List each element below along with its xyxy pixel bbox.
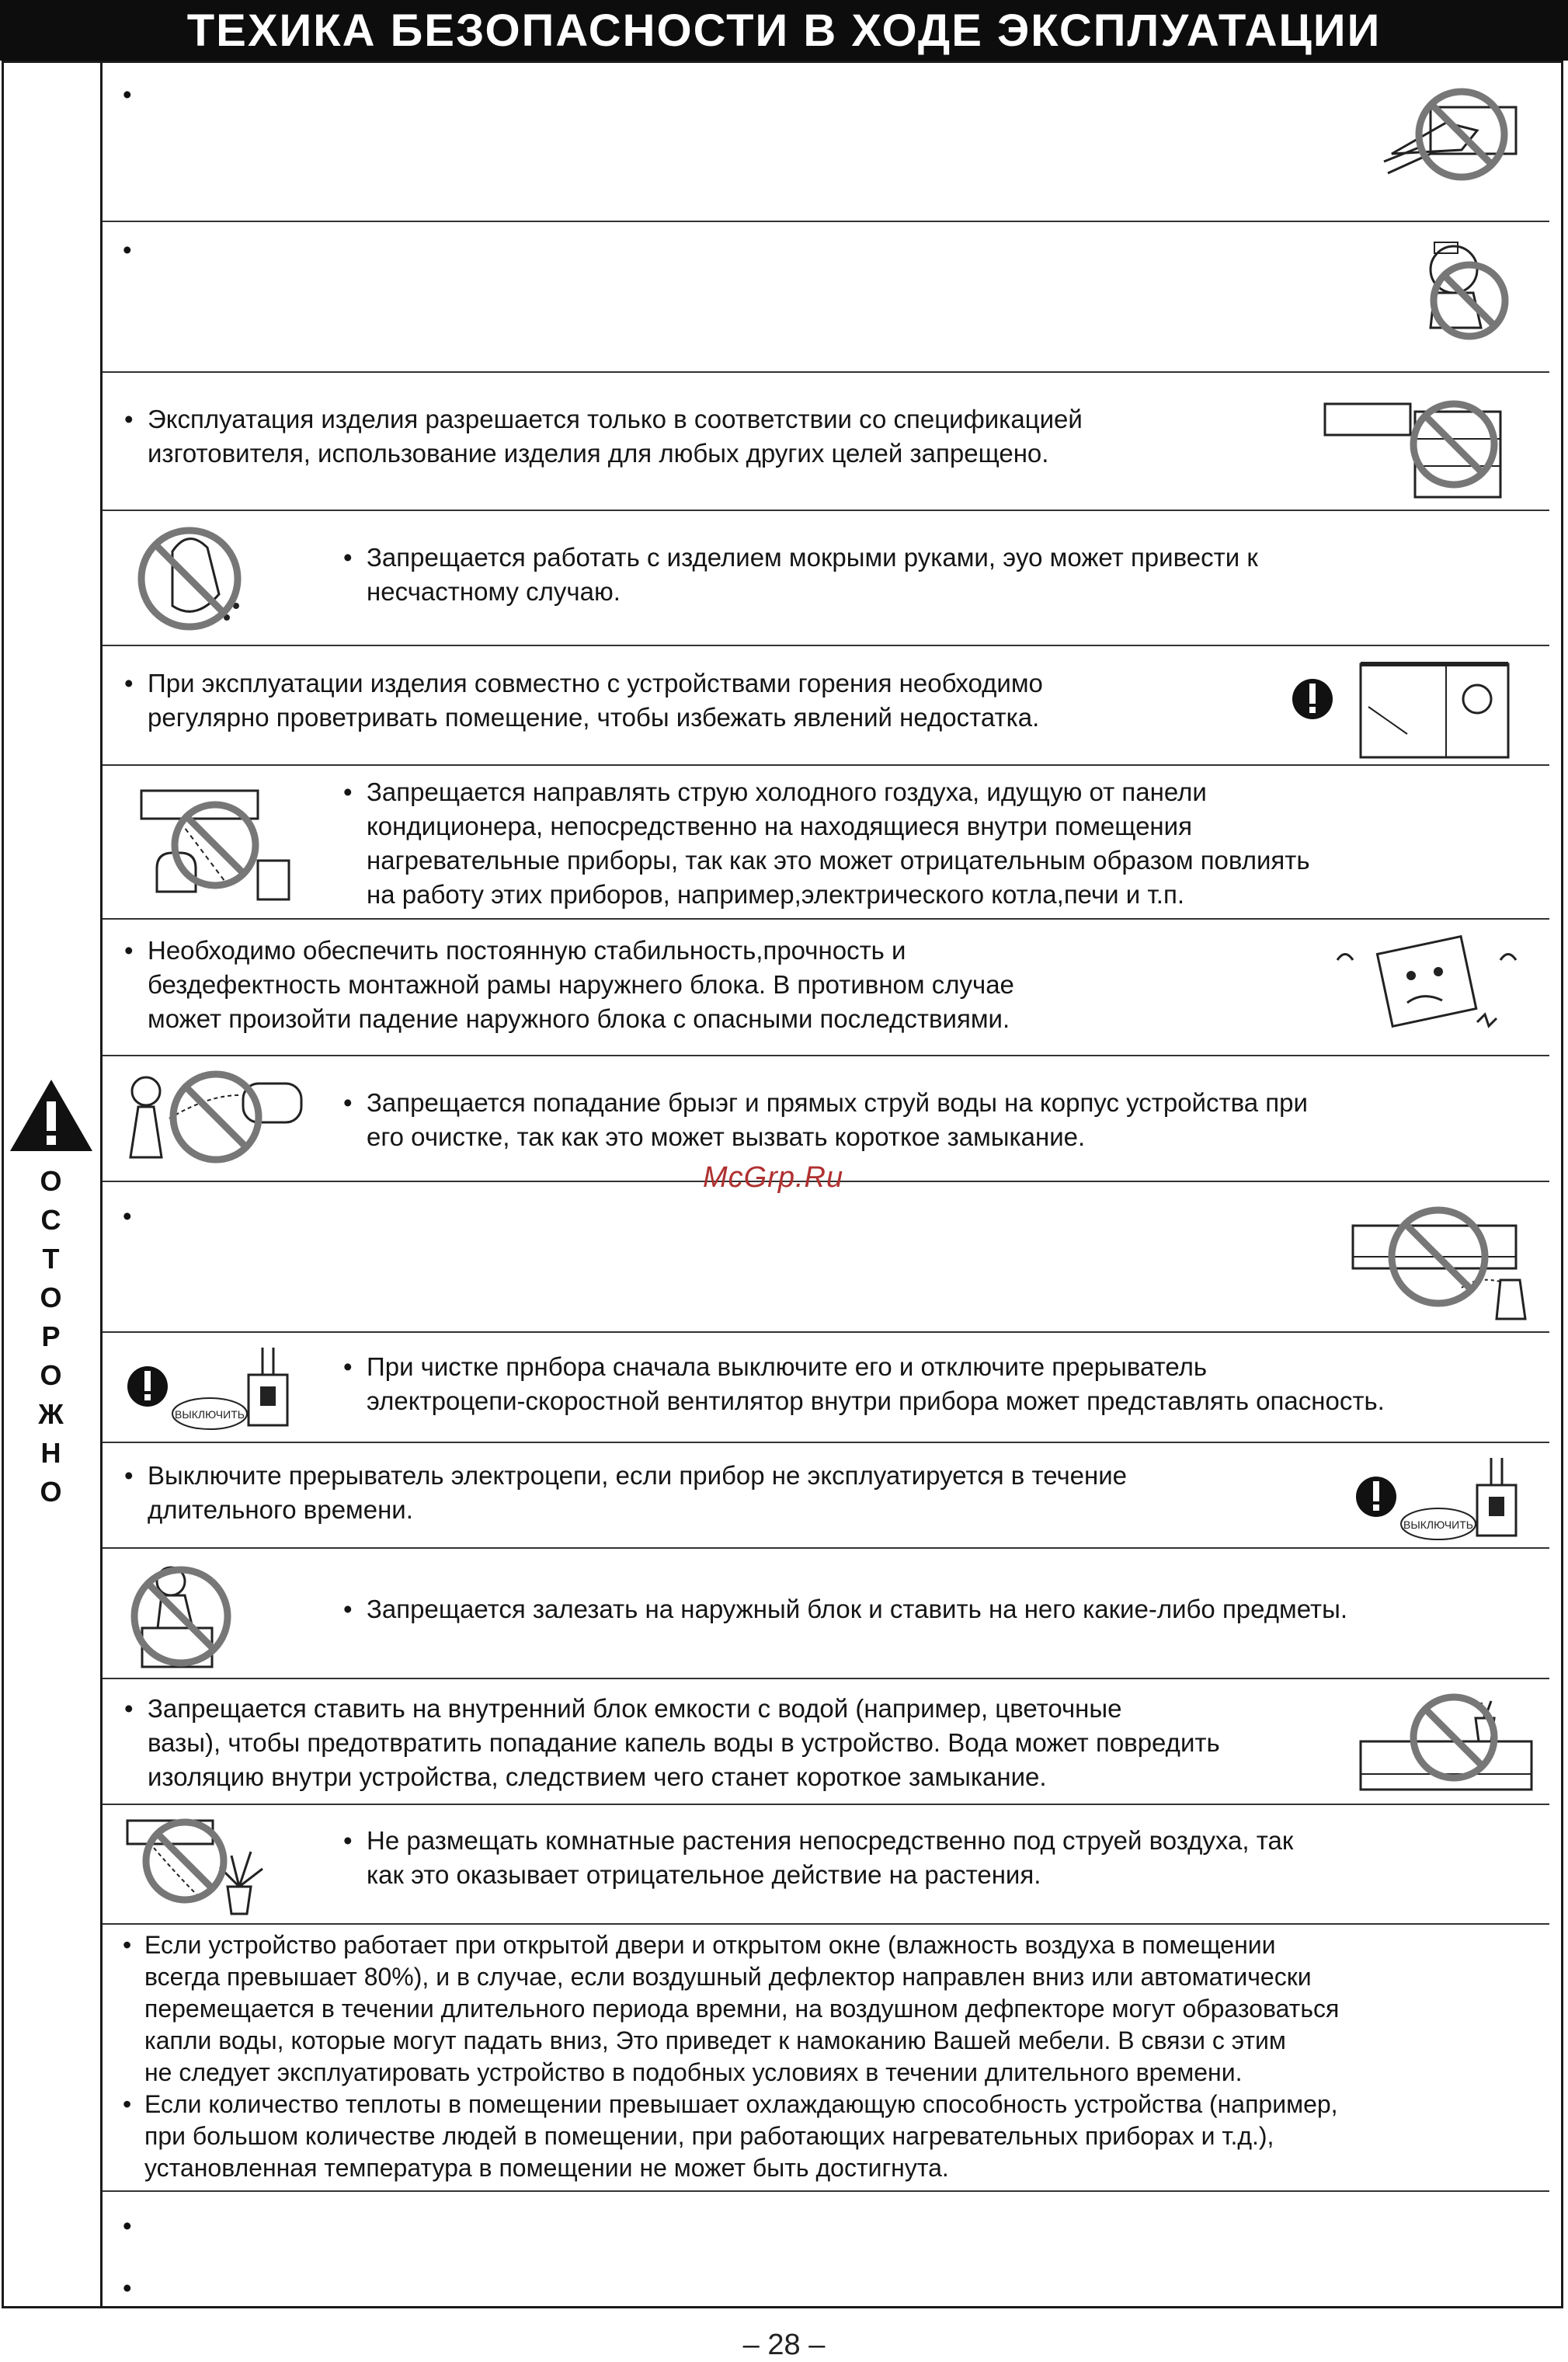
bullet: • [123, 1202, 132, 1230]
text-line: Запрещается ставить на внутренний блок емкости с водой (например, цветочные [148, 1694, 1122, 1723]
text-line: регулярно проветривать помещение, чтобы избежать явлений недостатка. [148, 703, 1040, 732]
text-line: Выключите прерыватель электроцепи, если прибор не эксплуатируется в течение [148, 1461, 1128, 1490]
bullet: • [124, 405, 134, 433]
text-line: всегда превышает 80%), и в случае, если воздушный дефлектор направлен вниз или автоматически [144, 1963, 1312, 1991]
warning-column [2, 61, 103, 2308]
watermark: McGrp.Ru [703, 1161, 844, 1194]
bullet: • [124, 1694, 134, 1723]
safety-item-14 [103, 1805, 1549, 1925]
text-line: Запрещается работать с изделием мокрыми руками, эуо может привести к [367, 543, 1258, 572]
bullet: • [124, 936, 134, 965]
safety-item-4 [103, 511, 1549, 646]
text-line: Эксплуатация изделия разрешается только в соответствии со спецификацией [148, 405, 1083, 433]
item-text [124, 934, 1235, 1036]
caution-letter: О [40, 1282, 62, 1313]
bullet: • [343, 1352, 353, 1381]
text-line: Запрещается направлять струю холодного гоздуха, идущую от панели [367, 777, 1207, 806]
text-line: его очистке, так как это может вызвать короткое замыкание. [367, 1122, 1086, 1151]
no-wet-hands-icon [134, 520, 250, 637]
text-line: Необходимо обеспечить постоянную стабильность,прочность и [148, 936, 906, 965]
safety-item-5 [103, 646, 1549, 766]
text-line: При эксплуатации изделия совместно с устройствами горения необходимо [148, 669, 1043, 697]
text-line: как это оказывает отрицательное действие на растения. [367, 1860, 1041, 1889]
no-touch-unit-icon [1376, 76, 1531, 200]
text-line: бездефектность монтажной рамы наружнего блока. В противном случае [148, 970, 1014, 999]
text-line: не следует эксплуатировать устройство в подобных условиях в течении длительного времени. [144, 2058, 1243, 2086]
ventilate-room-icon [1291, 652, 1524, 761]
page-title: ТЕХИКА БЕЗОПАСНОСТИ В ХОДЕ ЭКСПЛУАТАЦИИ [0, 0, 1568, 61]
caution-letter: О [40, 1165, 62, 1197]
falling-unit-icon [1330, 929, 1531, 1053]
text-line: Не размещать комнатные растения непосредственно под струей воздуха, так [367, 1826, 1294, 1855]
switch-off-breaker-icon [124, 1344, 311, 1437]
bullet: • [123, 1931, 132, 1959]
text-line: может произойти падение наружного блока с опасными последствиями. [148, 1004, 1010, 1033]
caution-letter: Н [40, 1437, 61, 1469]
text-line: несчастному случаю. [367, 577, 621, 606]
no-vase-on-unit-icon [1353, 1687, 1539, 1804]
breaker-label: ВЫКЛЮЧИТЬ [1403, 1518, 1473, 1531]
item-text [124, 666, 1235, 735]
safety-item-11 [103, 1443, 1549, 1549]
switch-off-breaker-icon [1353, 1454, 1539, 1547]
no-other-use-icon [1322, 388, 1516, 501]
caution-letter: Ж [38, 1398, 64, 1430]
no-climbing-icon [123, 1558, 247, 1675]
warning-triangle-icon [9, 1078, 94, 1153]
text-line: перемещается в течении длительного периода времни, на воздушном дефпекторе могут образоваться [144, 1995, 1340, 2023]
text-line: Запрещается залезать на наружный блок и ставить на него какие-либо предметы. [367, 1595, 1347, 1623]
text-line: электроцепи-скоростной вентилятор внутри прибора может представлять опасность. [367, 1386, 1385, 1415]
no-air-on-heater-icon [134, 775, 304, 907]
bullet: • [343, 543, 353, 572]
item-text [123, 2089, 1535, 2184]
no-plant-under-air-icon [123, 1813, 294, 1918]
caution-letter: Т [42, 1243, 60, 1275]
text-line: Если устройство работает при открытой двери и открытом окне (влажность воздуха в помещении [144, 1931, 1276, 1959]
bullet: • [343, 1088, 353, 1117]
text-line: Запрещается попадание брыэг и прямых струй воды на корпус устройства при [367, 1088, 1308, 1117]
item-text [343, 1086, 1531, 1154]
caution-block [2, 1078, 100, 1511]
safety-item-10 [103, 1333, 1549, 1443]
bullet: • [343, 1826, 353, 1855]
text-line: длительного времени. [148, 1495, 413, 1524]
bullet: • [123, 2090, 132, 2118]
text-line: нагревательные приборы, так как это может отрицательным образом повлиять [367, 846, 1310, 875]
item-text [343, 1350, 1547, 1418]
item-text [124, 1459, 1344, 1527]
item-text [124, 402, 1235, 471]
text-line: Если количество теплоты в помещении превышает охлаждающую способность устройства (например, [144, 2090, 1338, 2118]
caution-vertical-label [38, 1162, 64, 1511]
text-line: установленная температура в помещении не может быть достигнута. [144, 2154, 949, 2182]
safety-item-15 [103, 1925, 1549, 2192]
text-line: вазы), чтобы предотвратить попадание капель воды в устройство. Вода может повредить [148, 1728, 1220, 1757]
bullet: • [123, 2211, 132, 2240]
text-line: капли воды, которые могут падать вниз, Это приведет к намоканию Вашей мебели. В связи с этим [144, 2026, 1286, 2054]
safety-item-13 [103, 1679, 1549, 1805]
page-number: – 28 – [742, 2329, 826, 2361]
bullet: • [124, 669, 134, 697]
bullet: • [343, 1595, 353, 1623]
safety-item-7 [103, 920, 1549, 1056]
item-text [343, 1592, 1531, 1626]
item-text [123, 1929, 1535, 2089]
breaker-label: ВЫКЛЮЧИТЬ [175, 1408, 245, 1421]
text-line: кондиционера, непосредственно на находящиеся внутри помещения [367, 812, 1192, 840]
no-spray-cleaner-icon [1345, 1195, 1547, 1327]
safety-item-9 [103, 1182, 1549, 1333]
bullet: • [123, 2273, 132, 2302]
item-text [343, 541, 1516, 609]
item-text [343, 775, 1531, 912]
text-line: изоляцию внутри устройства, следствием чего станет короткое замыкание. [148, 1762, 1047, 1791]
bullet: • [124, 1461, 134, 1490]
safety-item-2 [103, 222, 1549, 373]
safety-item-6 [103, 766, 1549, 920]
text-line: изготовителя, использование изделия для любых других целей запрещено. [148, 439, 1049, 468]
text-line: на работу этих приборов, например,электрического котла,печи и т.п. [367, 880, 1185, 909]
bullet: • [123, 235, 132, 264]
bullet: • [343, 777, 353, 806]
safety-item-3 [103, 373, 1549, 511]
bullet: • [123, 80, 132, 109]
text-line: при большом количестве людей в помещении, при работающих нагревательных приборах и т.д.), [144, 2122, 1274, 2150]
caution-letter: С [40, 1204, 61, 1236]
caution-letter: О [40, 1476, 62, 1508]
no-child-icon [1431, 242, 1505, 336]
caution-letter: Р [41, 1320, 61, 1352]
safety-item-16 [103, 2192, 1549, 2308]
item-text [343, 1824, 1531, 1892]
caution-letter: О [40, 1359, 62, 1391]
safety-item-12 [103, 1549, 1549, 1679]
text-line: При чистке прнбора сначала выключите его и отключите прерыватель [367, 1352, 1208, 1381]
no-water-spray-icon [123, 1064, 309, 1173]
safety-item-1 [103, 61, 1549, 222]
item-text [124, 1692, 1336, 1794]
